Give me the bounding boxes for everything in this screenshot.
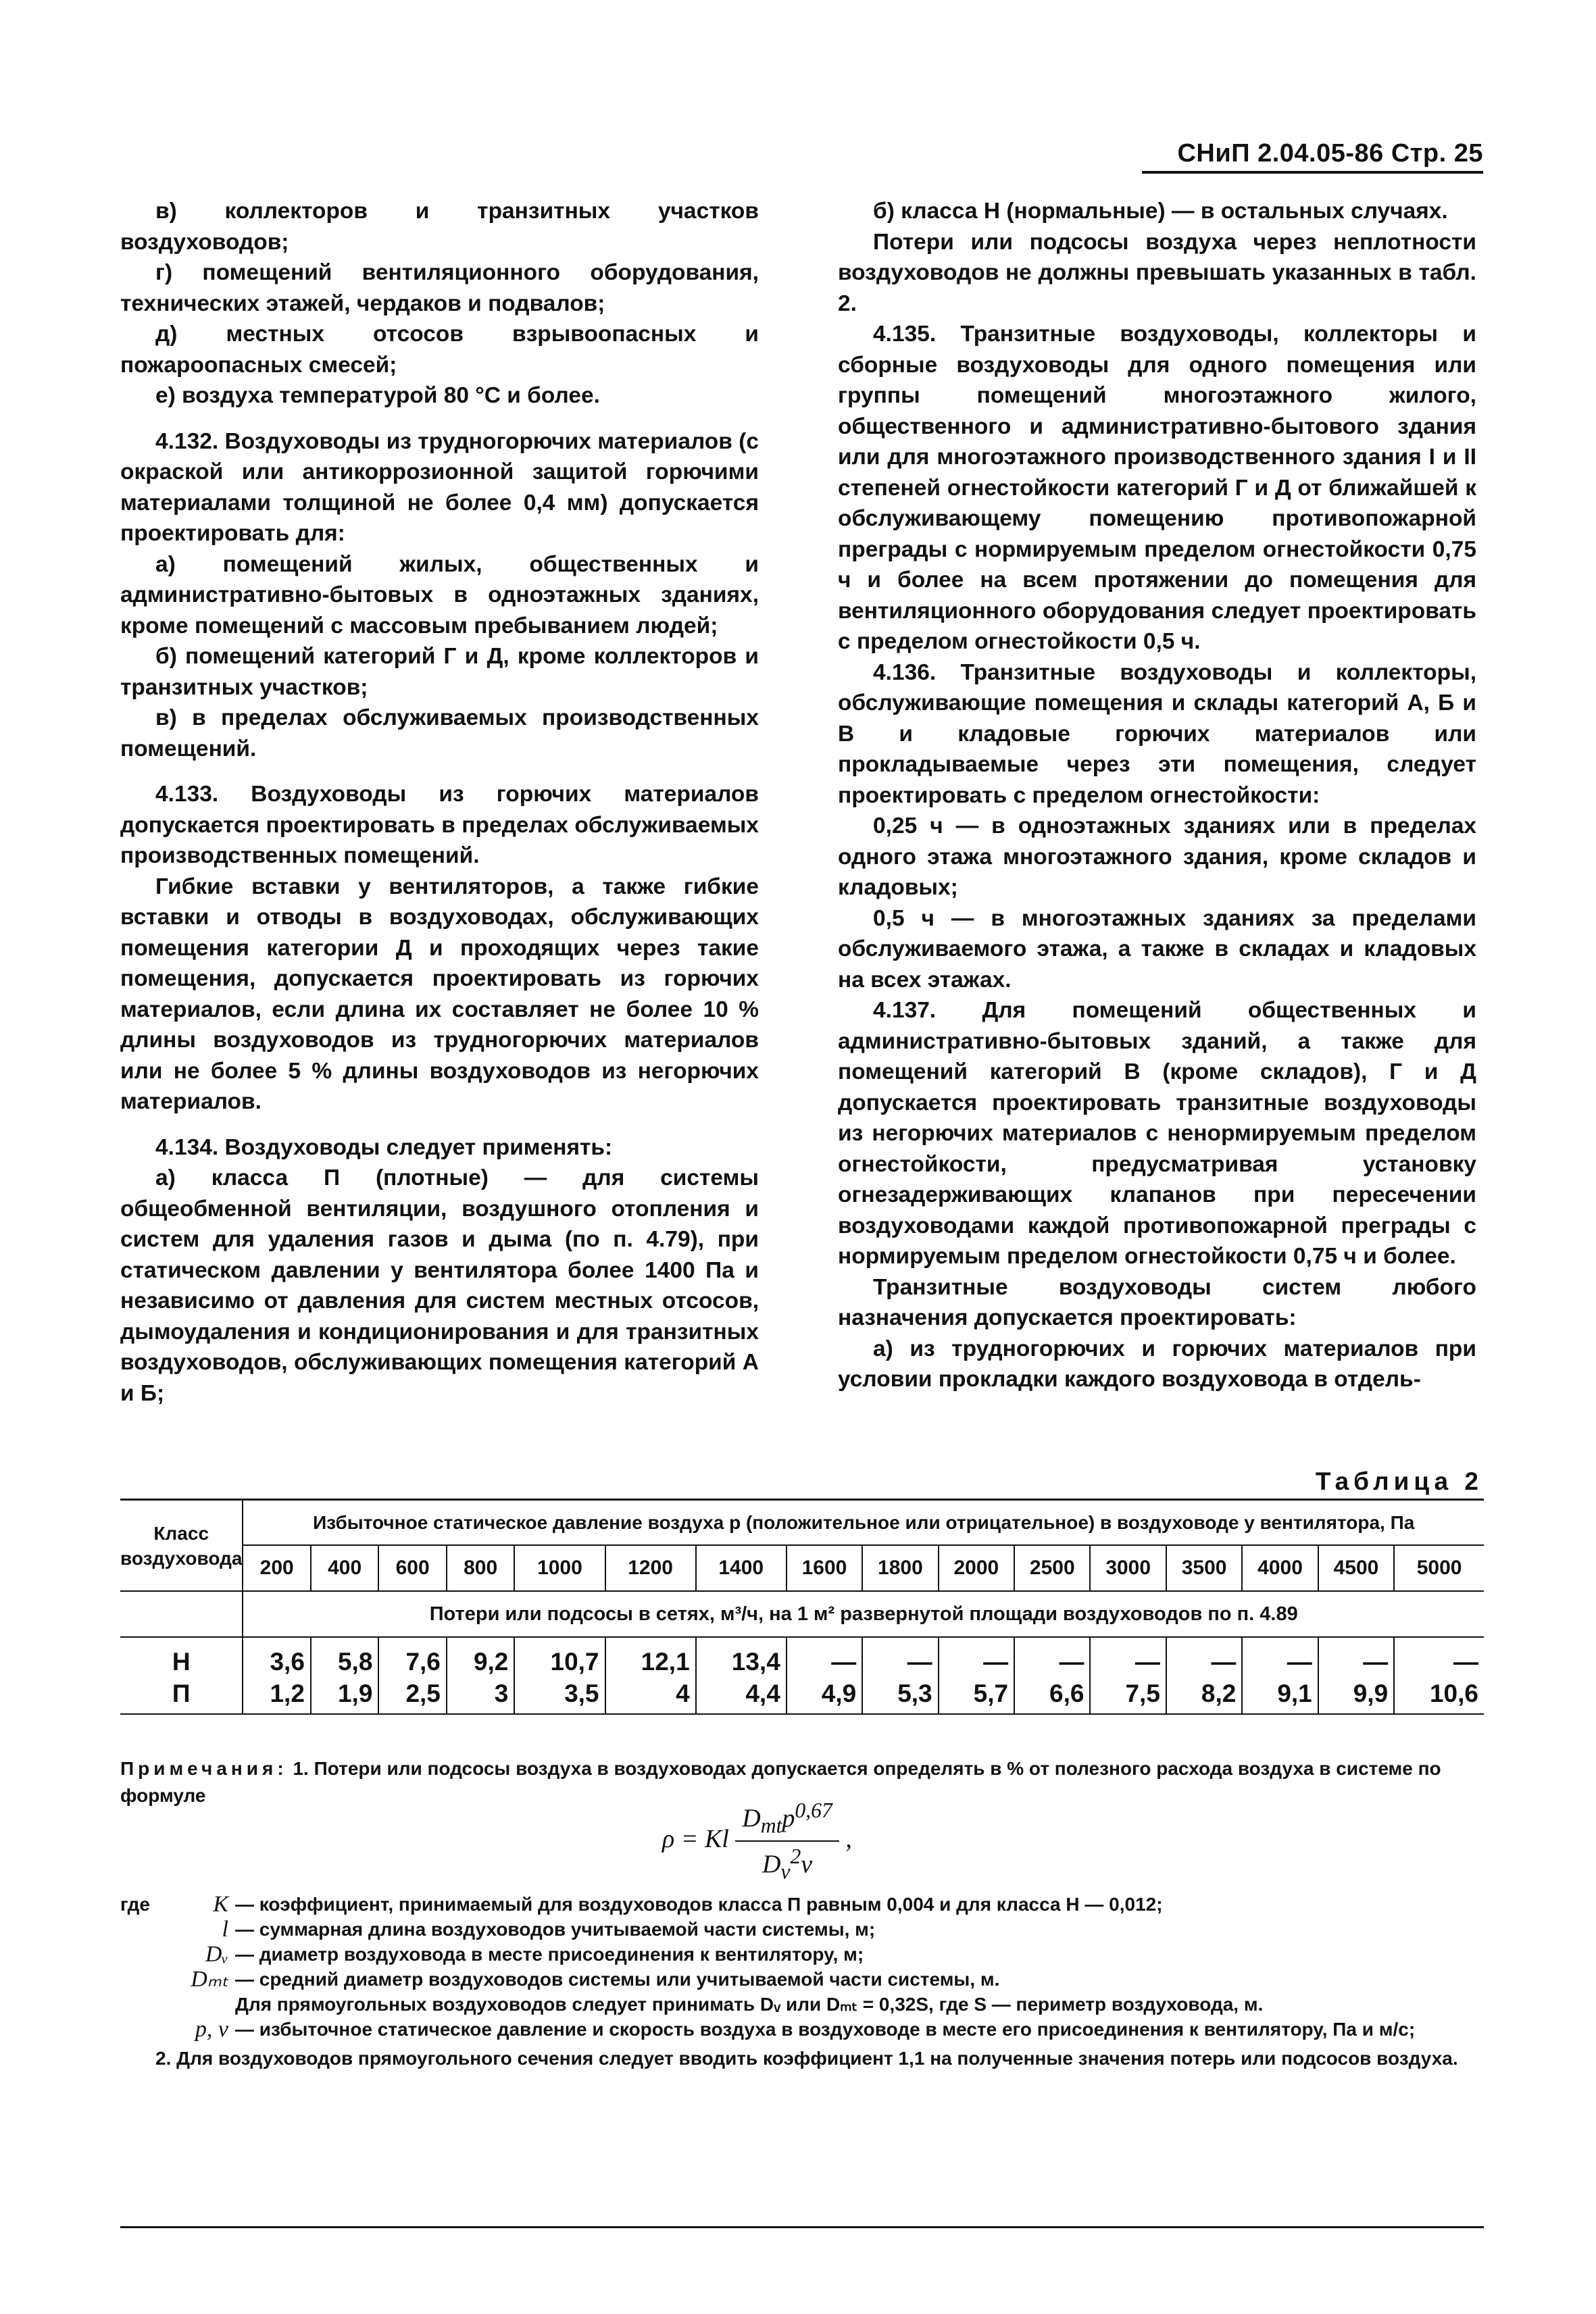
table-cell: 10,7 [550, 1648, 599, 1676]
table-cell: — [907, 1648, 932, 1676]
paragraph: 4.135. Транзитные воздуховоды, коллекторы и сборные воздуховоды для одного помещения или группы помещений многоэтажного жилого, общественного и административно-бытового здания или для многоэтажного производственного здания I и II степеней огнестойкости категорий Г и Д от ближайшей к обслуживающему помещению противопожарной преграды с нормируемым пределом огнестойкости 0,75 ч и более на всем протяжении до помещения для вентиляционного оборудования следует проектировать с пределом огнестойкости 0,5 ч. [838, 322, 1476, 654]
table-cell: 1,9 [337, 1680, 373, 1707]
value-cell [514, 1637, 605, 1714]
legend-text: — избыточное статическое давление и скорость воздуха в воздуховоде в месте его присоединения к вентилятору, Па и м/с; [235, 2019, 1416, 2040]
note-2: 2. Для воздуховодов прямоугольного сечения следует вводить коэффициент 1,1 на полученные значения потерь или подсосов воздуха. [155, 2048, 1458, 2069]
paragraph: Транзитные воздуховоды систем любого назначения допускается проектировать: [838, 1274, 1476, 1330]
page-header: СНиП 2.04.05-86 Стр. 25 [1142, 139, 1483, 174]
legend-row [168, 1892, 1484, 1917]
paragraph: 4.134. Воздуховоды следует применять: [155, 1134, 613, 1160]
table-cell: — [1211, 1648, 1237, 1676]
formula [662, 1799, 852, 1884]
paragraph: в) коллекторов и транзитных участков воздуховодов; [120, 199, 759, 255]
table-title: Таблица 2 [1315, 1467, 1483, 1495]
table-cell: — [1134, 1648, 1160, 1676]
legend-text: — суммарная длина воздуховодов учитываемой части системы, м; [235, 1919, 876, 1940]
value-cell [787, 1637, 862, 1714]
formula-legend [120, 1892, 1484, 2071]
table-cell: 13,4 [731, 1648, 780, 1676]
value-cell [696, 1637, 787, 1714]
table-cell: — [1453, 1648, 1478, 1676]
paragraph: б) помещений категорий Г и Д, кроме коллекторов и транзитных участков; [120, 644, 759, 700]
paragraph: б) класса Н (нормальные) — в остальных случаях. [873, 199, 1448, 224]
right-column [838, 196, 1476, 1395]
table-cell: 3,5 [564, 1680, 599, 1707]
pressure-cell: 5000 [1394, 1545, 1484, 1591]
table-cell: — [831, 1648, 857, 1676]
table-cell: 3,6 [270, 1648, 305, 1676]
pressure-cell: 3500 [1166, 1545, 1242, 1591]
legend-symbol [168, 1992, 228, 2017]
paragraph: 0,25 ч — в одноэтажных зданиях или в пределах одного этажа многоэтажного здания, кроме складов и кладовых; [838, 813, 1476, 900]
value-cell [605, 1637, 696, 1714]
pressure-row [120, 1545, 1484, 1591]
pressure-cell: 2500 [1014, 1545, 1090, 1591]
legend-row [168, 1992, 1484, 2017]
table-cell: 12,1 [641, 1648, 690, 1676]
paragraph: Гибкие вставки у вентиляторов, а также гибкие вставки и отводы в воздуховодах, обслуживающих помещения категории Д и проходящих через такие помещения, допускается проектировать из горючих материалов, если длина их составляет не более 10 % длины воздуховодов из трудногорючих материалов или не более 5 % длины воздуховодов из негорючих материалов. [120, 874, 759, 1114]
left-column [120, 196, 759, 1409]
legend-symbol: Dₘₜ [191, 1967, 228, 1992]
value-cell [447, 1637, 514, 1714]
pressure-cell: 800 [447, 1545, 514, 1591]
legend-row [168, 1917, 1484, 1942]
pressure-cell: 200 [243, 1545, 310, 1591]
formula-denominator: $D_v^2v$ [762, 1844, 813, 1884]
legend-symbol: p, v [195, 2017, 228, 2042]
table-cell: 10,6 [1429, 1680, 1478, 1707]
bottom-rule [120, 2226, 1484, 2228]
formula-left: ρ = Kl [662, 1824, 729, 1853]
class-header: Класс воздуховода [120, 1500, 243, 1592]
pressure-cell: 1000 [514, 1545, 605, 1591]
table-cell: 4,4 [745, 1680, 780, 1707]
paragraph: 4.136. Транзитные воздуховоды и коллекторы, обслуживающие помещения и склады категорий А, Б и В и кладовые горючих материалов или прокладываемые через эти помещения, следует проектировать с пределом огнестойкости: [838, 659, 1476, 808]
loss-header: Потери или подсосы в сетях, м³/ч, на 1 м² развернутой площади воздуховодов по п. 4.89 [243, 1591, 1484, 1637]
table-cell: 6,6 [1049, 1680, 1084, 1707]
table-cell: 9,9 [1353, 1680, 1389, 1707]
value-cell [1166, 1637, 1242, 1714]
class-label: П [172, 1680, 191, 1707]
pressure-cell: 3000 [1090, 1545, 1166, 1591]
value-cell [862, 1637, 938, 1714]
table-cell: 3 [494, 1680, 509, 1707]
table-2 [120, 1499, 1484, 1715]
paragraph: в) в пределах обслуживаемых производственных помещений. [120, 705, 759, 761]
class-label: Н [172, 1648, 191, 1676]
paragraph: г) помещений вентиляционного оборудования, технических этажей, чердаков и подвалов; [120, 260, 759, 316]
paragraph: а) класса П (плотные) — для системы общеобменной вентиляции, воздушного отопления и систем для удаления газов и дыма (по п. 4.79), при статическом давлении у вентилятора более 1400 Па и независимо от давления для систем местных отсосов, дымоудаления и кондиционирования и для транзитных воздуховодов, обслуживающих помещения категорий А и Б; [120, 1165, 759, 1406]
legend-text: — средний диаметр воздуховодов системы или учитываемой части системы, м. [235, 1969, 1000, 1990]
pressure-cell: 4500 [1318, 1545, 1394, 1591]
table-cell: — [1287, 1648, 1312, 1676]
paragraph: а) из трудногорючих и горючих материалов при условии прокладки каждого воздуховода в отдель- [838, 1336, 1476, 1392]
notes-label: Примечания: [120, 1758, 288, 1779]
pressure-cell: 4000 [1242, 1545, 1318, 1591]
pressure-cell: 1200 [605, 1545, 696, 1591]
value-cell [1242, 1637, 1318, 1714]
table-cell: 1,2 [270, 1680, 305, 1707]
legend-text: — коэффициент, принимаемый для воздуховодов класса П равным 0,004 и для класса Н — 0,012; [235, 1894, 1163, 1915]
legend-symbol: K [213, 1892, 228, 1917]
pressure-cell: 1800 [862, 1545, 938, 1591]
paragraph: 4.132. Воздуховоды из трудногорючих материалов (с окраской или антикоррозионной защитой горючими материалами толщиной не более 0,4 мм) допускается проектировать для: [120, 428, 759, 546]
where-label: где [120, 1894, 150, 1915]
formula-end: , [845, 1824, 852, 1853]
table-cell: 2,5 [405, 1680, 441, 1707]
pressure-cell: 600 [378, 1545, 446, 1591]
table-cell: 7,6 [405, 1648, 441, 1676]
value-cell [1014, 1637, 1090, 1714]
pressure-header: Избыточное статическое давление воздуха р (положительное или отрицательное) в воздуховоде у вентилятора, Па [243, 1500, 1484, 1546]
class-header-spacer [120, 1591, 243, 1637]
legend-text: Для прямоугольных воздуховодов следует принимать Dᵥ или Dₘₜ = 0,32S, где S — периметр воздуховода, м. [235, 1994, 1264, 2015]
paragraph: а) помещений жилых, общественных и административно-бытовых в одноэтажных зданиях, кроме помещений с массовым пребыванием людей; [120, 551, 759, 638]
class-cell [120, 1637, 243, 1714]
table-cell: — [983, 1648, 1009, 1676]
table-cell: 5,3 [897, 1680, 932, 1707]
legend-row [168, 1967, 1484, 1992]
paragraph: е) воздуха температурой 80 °С и более. [155, 383, 600, 408]
value-cell [378, 1637, 446, 1714]
value-cell [243, 1637, 310, 1714]
pressure-cell: 1600 [787, 1545, 862, 1591]
formula-numerator: $D_{mt}p^{0,67}$ [735, 1799, 839, 1842]
value-cell [1090, 1637, 1166, 1714]
table-cell: 5,8 [337, 1648, 373, 1676]
legend-symbol: l [222, 1917, 228, 1942]
value-cell [1318, 1637, 1394, 1714]
pressure-cell: 2000 [939, 1545, 1014, 1591]
paragraph: 4.133. Воздуховоды из горючих материалов допускается проектировать в пределах обслуживаемых производственных помещений. [120, 782, 759, 868]
pressure-cell: 400 [311, 1545, 378, 1591]
table-cell: — [1059, 1648, 1084, 1676]
formula-fraction [735, 1799, 839, 1884]
table-cell: — [1363, 1648, 1389, 1676]
table-cell: 4,9 [821, 1680, 857, 1707]
table-cell: 9,2 [473, 1648, 509, 1676]
table-row [120, 1637, 1484, 1714]
paragraph: Потери или подсосы воздуха через неплотности воздуховодов не должны превышать указанных в табл. 2. [838, 229, 1476, 316]
table-cell: 5,7 [973, 1680, 1009, 1707]
table-cell: 4 [676, 1680, 690, 1707]
pressure-cell: 1400 [696, 1545, 787, 1591]
paragraph: 4.137. Для помещений общественных и административно-бытовых зданий, а также для помещений категорий В (кроме складов), Г и Д допускается проектировать транзитные воздуховоды из негорючих материалов с ненормируемым пределом огнестойкости, предусматривая установку огнезадерживающих клапанов при пересечении воздуховодами каждой противопожарной преграды с нормируемым пределом огнестойкости 0,75 ч и более. [838, 998, 1476, 1269]
table-cell: 8,2 [1201, 1680, 1237, 1707]
legend-row [168, 2017, 1484, 2042]
legend-row [168, 1942, 1484, 1967]
table-cell: 7,5 [1125, 1680, 1160, 1707]
note-1: 1. Потери или подсосы воздуха в воздуховодах допускается определять в % от полезного расхода воздуха в системе по формуле [120, 1758, 1441, 1806]
legend-text: — диаметр воздуховода в месте присоединения к вентилятору, м; [235, 1944, 864, 1965]
value-cell [1394, 1637, 1484, 1714]
legend-symbol: Dᵥ [205, 1942, 228, 1967]
table-cell: 9,1 [1277, 1680, 1312, 1707]
paragraph: д) местных отсосов взрывоопасных и пожароопасных смесей; [120, 322, 759, 378]
paragraph: 0,5 ч — в многоэтажных зданиях за пределами обслуживаемого этажа, а также в складах и кладовых на всех этажах. [838, 905, 1476, 992]
value-cell [311, 1637, 378, 1714]
value-cell [939, 1637, 1014, 1714]
